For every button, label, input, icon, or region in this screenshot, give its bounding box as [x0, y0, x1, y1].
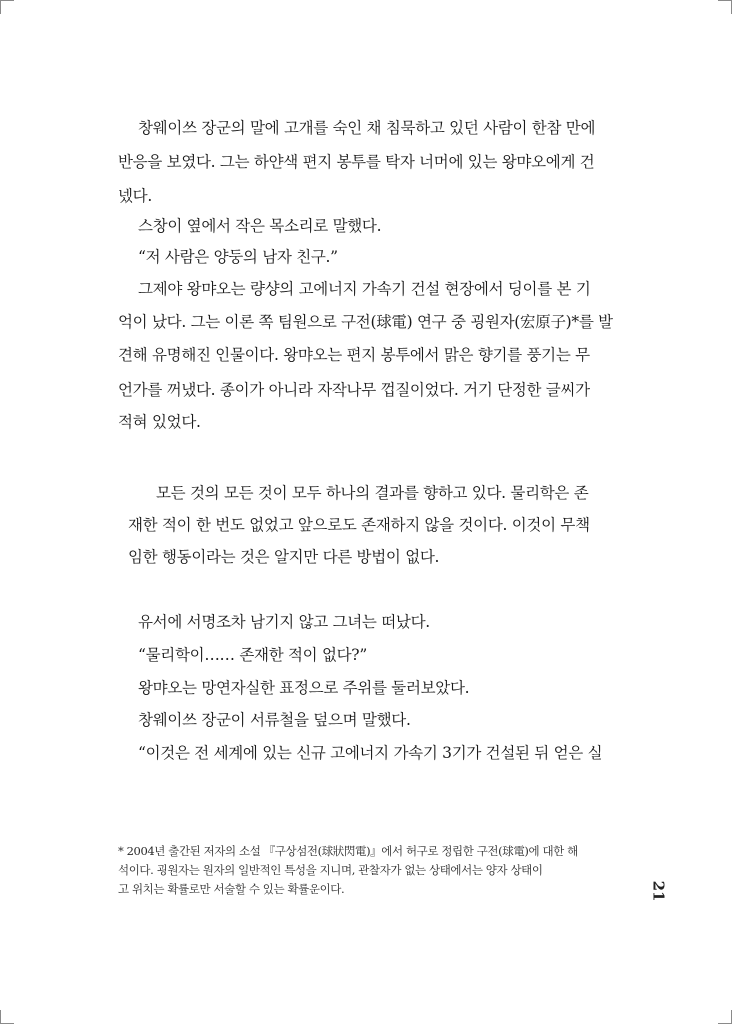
body-line: 그제야 왕먀오는 량샹의 고에너지 가속기 건설 현장에서 딩이를 본 기	[138, 280, 591, 298]
body-line: 창웨이쓰 장군이 서류철을 덮으며 말했다.	[138, 711, 411, 729]
body-line: 반응을 보였다. 그는 하얀색 편지 봉투를 탁자 너머에 있는 왕먀오에게 건	[118, 153, 595, 171]
body-line: 언가를 꺼냈다. 종이가 아니라 자작나무 껍질이었다. 거기 단정한 글씨가	[118, 381, 590, 399]
quote-line: 임한 행동이라는 것은 알지만 다른 방법이 없다.	[128, 548, 440, 566]
body-line: “이것은 전 세계에 있는 신규 고에너지 가속기 3기가 건설된 뒤 얻은 실	[138, 744, 603, 762]
footnote-line: 석이다. 굉원자는 원자의 일반적인 특성을 지니며, 관찰자가 없는 상태에서는 양자 상태이	[118, 863, 543, 877]
crop-mark-bottom-left-v	[0, 1010, 1, 1024]
body-line: 창웨이쓰 장군의 말에 고개를 숙인 채 침묵하고 있던 사람이 한참 만에	[138, 119, 596, 137]
body-line: 적혀 있었다.	[118, 413, 201, 431]
body-line: 스창이 옆에서 작은 목소리로 말했다.	[138, 217, 382, 235]
body-line: “저 사람은 양둥의 남자 친구.”	[138, 248, 338, 266]
footnote-line: * 2004년 출간된 저자의 소설 『구상섬전(球狀閃電)』에서 허구로 정립한 구전(球電)에 대한 해	[118, 844, 578, 858]
body-line: “물리학이…… 존재한 적이 없다?”	[138, 646, 367, 664]
body-line: 억이 났다. 그는 이론 쪽 팀원으로 구전(球電) 연구 중 굉원자(宏原子)*를 발	[118, 313, 613, 331]
body-line: 넸다.	[118, 187, 152, 205]
crop-mark-top-left	[0, 0, 14, 1]
body-line: 왕먀오는 망연자실한 표정으로 주위를 둘러보았다.	[138, 679, 470, 697]
quote-line: 모든 것의 모든 것이 모두 하나의 결과를 향하고 있다. 물리학은 존	[156, 484, 589, 502]
page-number: 21	[649, 880, 668, 902]
crop-mark-top-left-v	[0, 0, 1, 14]
body-line: 유서에 서명조차 남기지 않고 그녀는 떠났다.	[138, 613, 430, 631]
footnote-line: 고 위치는 확률로만 서술할 수 있는 확률운이다.	[118, 882, 345, 896]
crop-mark-top-right	[718, 0, 732, 1]
quote-line: 재한 적이 한 번도 없었고 앞으로도 존재하지 않을 것이다. 이것이 무책	[128, 516, 590, 534]
body-line: 견해 유명해진 인물이다. 왕먀오는 편지 봉투에서 맑은 향기를 풍기는 무	[118, 346, 590, 364]
